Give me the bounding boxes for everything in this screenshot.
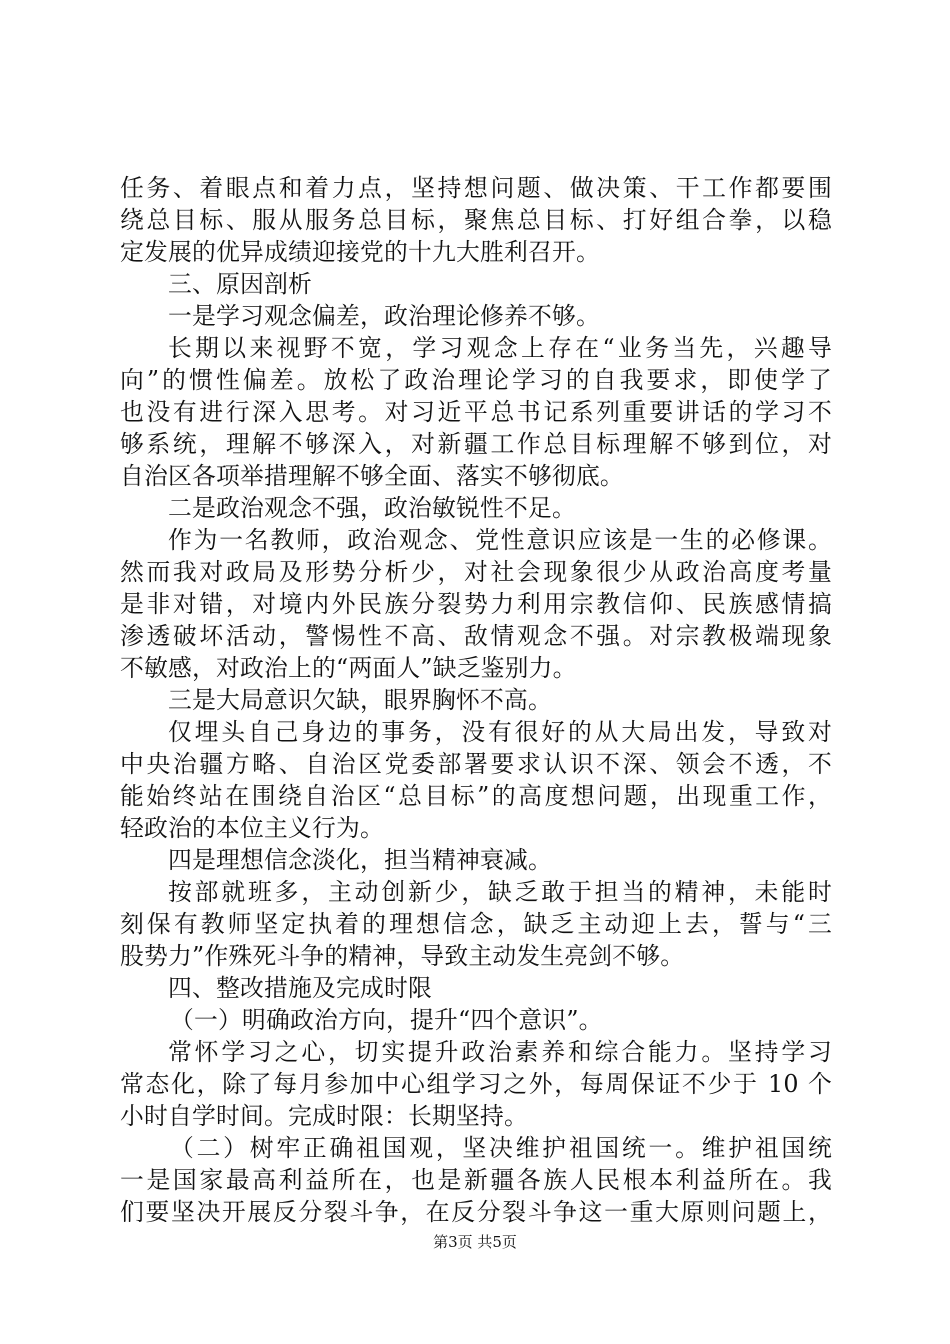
text-line: 自治区各项举措理解不够全面、落实不够彻底。 [120, 462, 624, 490]
text-line: 中央治疆方略、自治区党委部署要求认识不深、领会不透，不 [120, 750, 832, 778]
text-line: 也没有进行深入思考。对习近平总书记系列重要讲话的学习不 [120, 398, 832, 426]
text-line: 常怀学习之心，切实提升政治素养和综合能力。坚持学习 [168, 1038, 832, 1066]
text-line: 们要坚决开展反分裂斗争，在反分裂斗争这一重大原则问题上， [120, 1198, 832, 1226]
document-body [120, 172, 832, 1228]
text-line: 渗透破坏活动，警惕性不高、敌情观念不强。对宗教极端现象 [120, 622, 832, 650]
text-line: 常态化，除了每月参加中心组学习之外，每周保证不少于 10 个 [120, 1070, 832, 1098]
subheading: 一是学习观念偏差，政治理论修养不够。 [168, 302, 600, 330]
text-line: 股势力”作殊死斗争的精神，导致主动发生亮剑不够。 [120, 942, 685, 970]
text-line: 一是国家最高利益所在，也是新疆各族人民根本利益所在。我 [120, 1166, 832, 1194]
text-line: 按部就班多，主动创新少，缺乏敢于担当的精神，未能时 [168, 878, 832, 906]
section-heading: 三、原因剖析 [168, 270, 312, 298]
text-line: 任务、着眼点和着力点，坚持想问题、做决策、干工作都要围 [120, 174, 832, 202]
text-line: 然而我对政局及形势分析少，对社会现象很少从政治高度考量 [120, 558, 832, 586]
text-line: （二）树牢正确祖国观，坚决维护祖国统一。维护祖国统 [170, 1134, 832, 1162]
text-line: 能始终站在围绕自治区“总目标”的高度想问题，出现重工作， [120, 782, 832, 810]
text-line: 绕总目标、服从服务总目标，聚焦总目标、打好组合拳，以稳 [120, 206, 832, 234]
text-line: 小时自学时间。完成时限：长期坚持。 [120, 1102, 528, 1130]
subheading: 二是政治观念不强，政治敏锐性不足。 [168, 494, 576, 522]
text-line: 不敏感，对政治上的“两面人”缺乏鉴别力。 [120, 654, 577, 682]
text-line: 长期以来视野不宽，学习观念上存在“业务当先，兴趣导 [168, 334, 832, 362]
text-line: 够系统，理解不够深入，对新疆工作总目标理解不够到位，对 [120, 430, 832, 458]
section-heading: 四、整改措施及完成时限 [168, 974, 432, 1002]
text-line: 轻政治的本位主义行为。 [120, 814, 384, 842]
text-line: 作为一名教师，政治观念、党性意识应该是一生的必修课。 [168, 526, 832, 554]
text-line: 定发展的优异成绩迎接党的十九大胜利召开。 [120, 238, 600, 266]
page-footer: 第3页 共5页 [433, 1233, 517, 1251]
subheading: 三是大局意识欠缺，眼界胸怀不高。 [168, 686, 552, 714]
text-line: 是非对错，对境内外民族分裂势力利用宗教信仰、民族感情搞 [120, 590, 832, 618]
subheading: 四是理想信念淡化，担当精神衰减。 [168, 846, 552, 874]
text-line: 刻保有教师坚定执着的理想信念，缺乏主动迎上去，誓与“三 [120, 910, 832, 938]
text-line: 向”的惯性偏差。放松了政治理论学习的自我要求，即使学了 [120, 366, 832, 394]
text-line: 仅埋头自己身边的事务，没有很好的从大局出发，导致对 [168, 718, 832, 746]
subheading: （一）明确政治方向，提升“四个意识”。 [170, 1006, 603, 1034]
